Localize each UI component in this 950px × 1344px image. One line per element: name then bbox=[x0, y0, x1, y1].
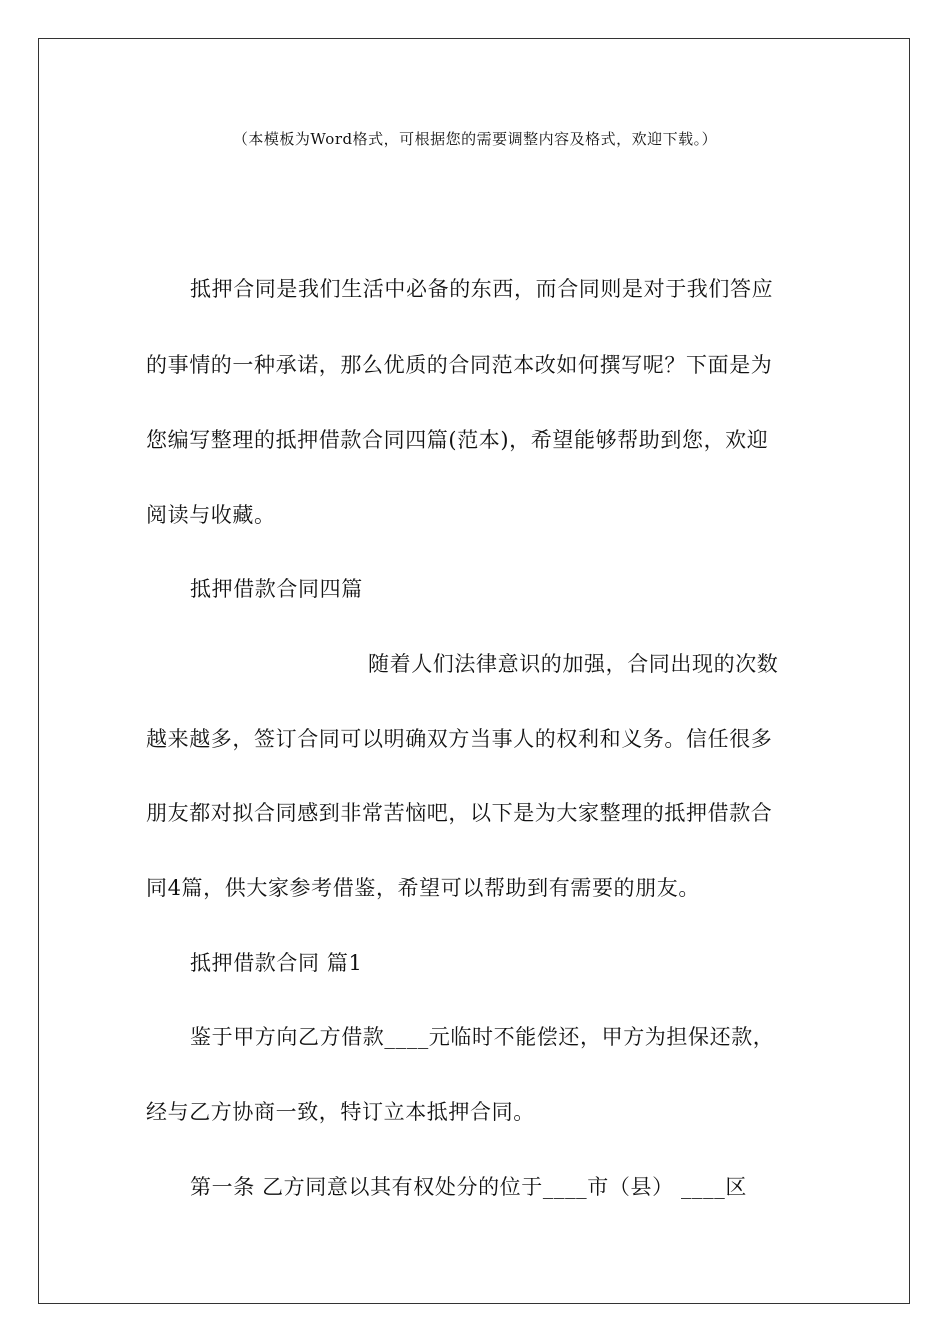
contract-line-1: 鉴于甲方向乙方借款____元临时不能偿还，甲方为担保还款， bbox=[190, 1025, 775, 1049]
paragraph-line-3: 朋友都对拟合同感到非常苦恼吧，以下是为大家整理的抵押借款合 bbox=[146, 801, 773, 825]
intro-line-2: 的事情的一种承诺，那么优质的合同范本改如何撰写呢？下面是为 bbox=[146, 353, 773, 377]
paragraph-line-4: 同4篇，供大家参考借鉴，希望可以帮助到有需要的朋友。 bbox=[146, 876, 700, 900]
template-note: （本模板为Word格式，可根据您的需要调整内容及格式，欢迎下载。） bbox=[232, 130, 718, 148]
article-1-line: 第一条 乙方同意以其有权处分的位于____市（县） ____区 bbox=[190, 1175, 747, 1199]
section-heading: 抵押借款合同四篇 bbox=[190, 577, 363, 601]
intro-line-4: 阅读与收藏。 bbox=[146, 503, 276, 527]
paragraph-line-2: 越来越多，签订合同可以明确双方当事人的权利和义务。信任很多 bbox=[146, 727, 773, 751]
intro-line-1: 抵押合同是我们生活中必备的东西，而合同则是对于我们答应 bbox=[190, 277, 774, 301]
intro-line-3: 您编写整理的抵押借款合同四篇(范本)，希望能够帮助到您，欢迎 bbox=[146, 428, 769, 452]
contract-line-2: 经与乙方协商一致，特订立本抵押合同。 bbox=[146, 1100, 535, 1124]
contract-heading: 抵押借款合同 篇1 bbox=[190, 951, 363, 975]
paragraph-line-1: 随着人们法律意识的加强，合同出现的次数 bbox=[368, 652, 779, 676]
